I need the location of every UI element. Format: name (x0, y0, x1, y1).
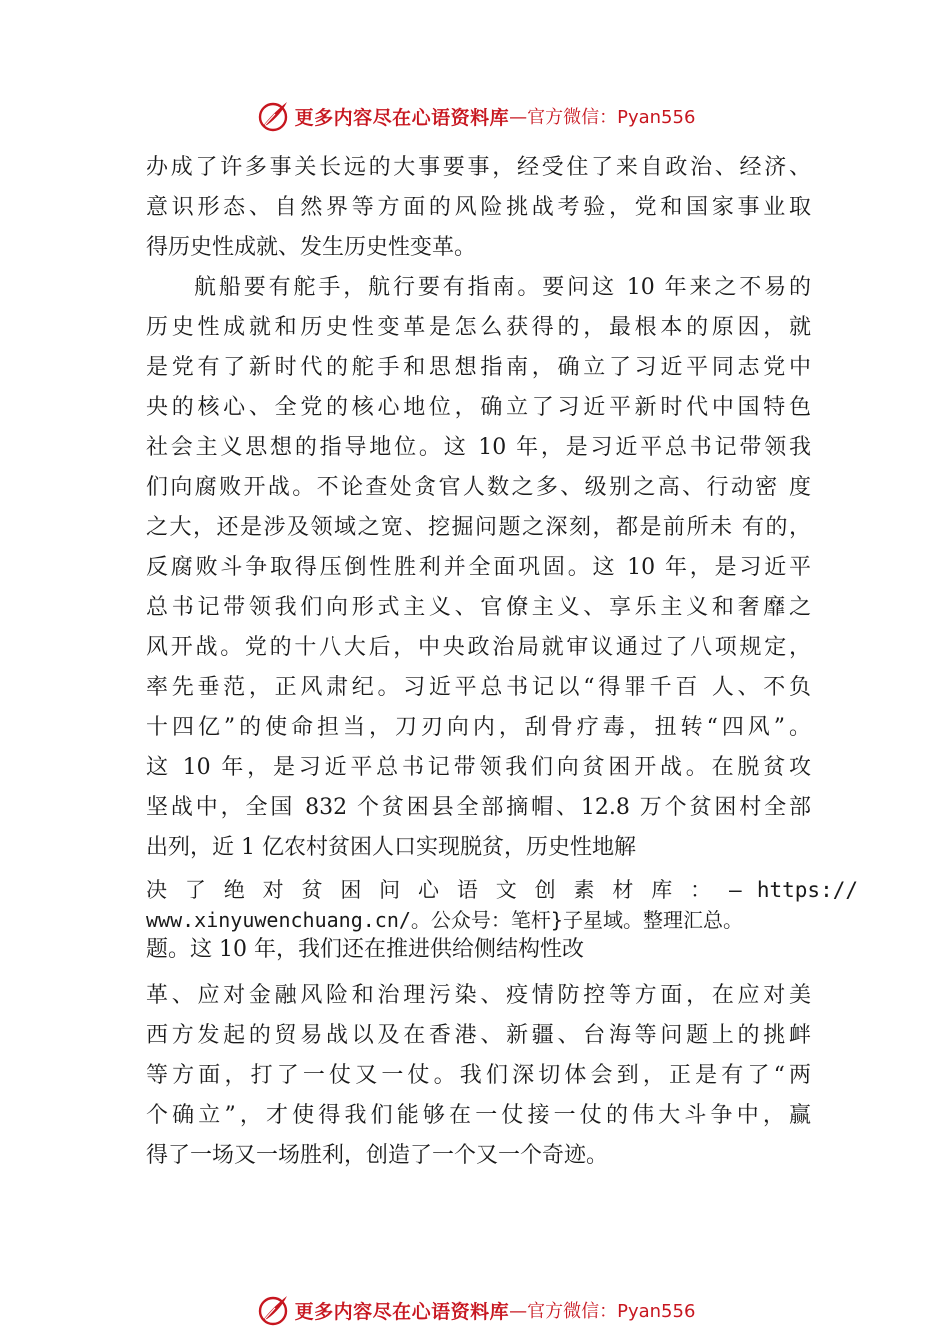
text-line: 等方面，打了一仗又一仗。我们深切体会到，正是有了“两 (146, 1063, 811, 1088)
text-line: 央的核心、全党的核心地位，确立了习近平新时代中国特色 (146, 395, 811, 420)
text-line: 历史性成就和历史性变革是怎么获得的，最根本的原因，就 (146, 315, 811, 340)
text-line: 办成了许多事关长远的大事要事，经受住了来自政治、经济、 (146, 155, 811, 180)
text-line: 风开战。党的十八大后，中央政治局就审议通过了八项规定， (146, 635, 811, 660)
header-banner (0, 96, 950, 136)
quill-logo-icon (255, 98, 291, 134)
footer-brand: 更多内容尽在心语资料库 (294, 1300, 510, 1323)
text-line: 总书记带领我们向形式主义、官僚主义、享乐主义和奢靡之 (146, 595, 811, 620)
text-line: 西方发起的贸易战以及在香港、新疆、台海等问题上的挑衅 (146, 1023, 811, 1048)
text-line: 得历史性成就、发生历史性变革。 (146, 235, 477, 260)
watermark-line: www.xinyuwenchuang.cn/。公众号：笔杆}子星域。整理汇总。 (146, 908, 743, 932)
paragraph-1 (146, 148, 811, 268)
text-line: 社会主义思想的指导地位。这 10 年，是习近平总书记带领我 (146, 435, 811, 460)
quill-logo-icon (255, 1292, 291, 1328)
text-line: 革、应对金融风险和治理污染、疫情防控等方面，在应对美 (146, 983, 811, 1008)
text-line: 之大，还是涉及领域之宽、挖掘问题之深刻，都是前所未 有的， (146, 515, 811, 540)
text-line: 出列，近 1 亿农村贫困人口实现脱贫，历史性地解 (146, 835, 636, 860)
text-line: 得了一场又一场胜利，创造了一个又一个奇迹。 (146, 1143, 609, 1168)
text-line: 个确立”，才使得我们能够在一仗接一仗的伟大斗争中，赢 (146, 1103, 811, 1128)
text-line: 十四亿”的使命担当，刀刃向内，刮骨疗毒，扭转“四风”。 (146, 715, 811, 740)
header-brand: 更多内容尽在心语资料库 (294, 106, 510, 129)
text-line: 是党有了新时代的舵手和思想指南，确立了习近平同志党中 (146, 355, 811, 380)
paragraph-2 (146, 268, 811, 868)
text-line: 率先垂范，正风肃纪。习近平总书记以“得罪千百 人、不负 (146, 675, 811, 700)
text-line: 航船要有舵手，航行要有指南。要问这 10 年来之不易的 (194, 275, 811, 300)
footer-banner (0, 1290, 950, 1330)
text-line: 反腐败斗争取得压倒性胜利并全面巩固。这 10 年，是习近平 (146, 555, 811, 580)
text-line: 题。这 10 年，我们还在推进供给侧结构性改 (146, 937, 584, 962)
text-line: 们向腐败开战。不论查处贪官人数之多、级别之高、行动密 度 (146, 475, 811, 500)
header-wechat: —官方微信：Pyan556 (509, 107, 696, 128)
paragraph-3 (146, 976, 811, 1176)
text-line: 坚战中，全国 832 个贫困县全部摘帽、12.8 万个贫困村全部 (146, 795, 811, 820)
source-watermark-text (146, 875, 858, 965)
text-line: 意识形态、自然界等方面的风险挑战考验，党和国家事业取 (146, 195, 811, 220)
footer-wechat: —官方微信：Pyan556 (509, 1301, 696, 1322)
text-line: 这 10 年，是习近平总书记带领我们向贫困开战。在脱贫攻 (146, 755, 811, 780)
watermark-line: 决 了 绝 对 贫 困 问 心 语 文 创 素 材 库 ： — https:// (146, 878, 858, 902)
